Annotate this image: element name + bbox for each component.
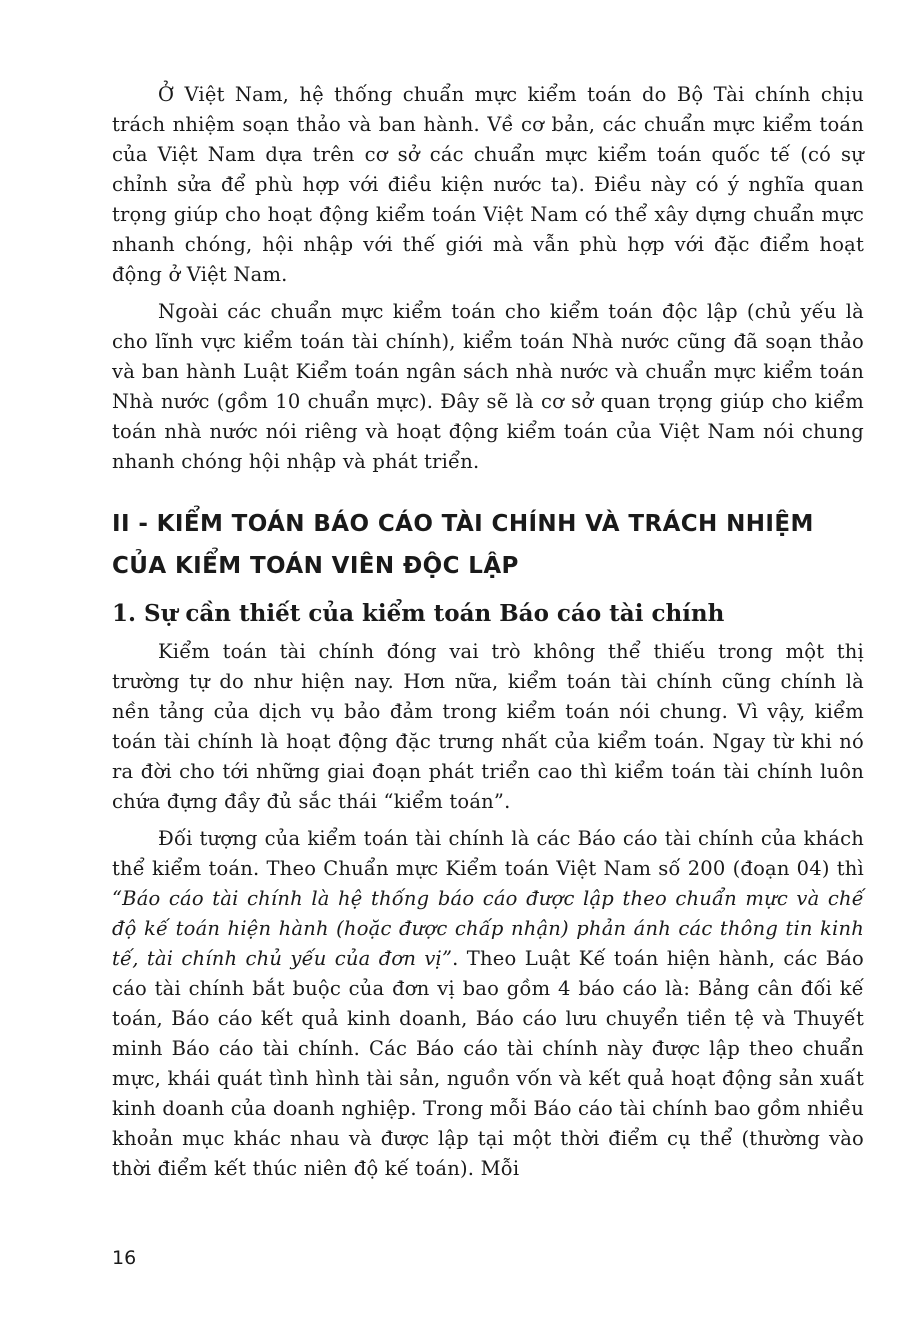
section-heading: II - KIỂM TOÁN BÁO CÁO TÀI CHÍNH VÀ TRÁCH NHIỆM CỦA KIỂM TOÁN VIÊN ĐỘC LẬP xyxy=(112,511,814,579)
paragraph-4-before-quote: Đối tượng của kiểm toán tài chính là các Báo cáo tài chính của khách thể kiểm toán. Theo Chuẩn mực Kiểm toán Việt Nam số 200 (đoạn 04) thì xyxy=(112,827,864,880)
paragraph-4-after-quote: . Theo Luật Kế toán hiện hành, các Báo cáo tài chính bắt buộc của đơn vị bao gồm 4 báo cáo là: Bảng cân đối kế toán, Báo cáo kết quả kinh doanh, Báo cáo lưu chuyển tiền tệ và Thuyết minh Báo cáo tài chính. Các Báo cáo tài chính này được lập theo chuẩn mực, khái quát tình hình tài sản, nguồn vốn và kết quả hoạt động sản xuất kinh doanh của doanh nghiệp. Trong mỗi Báo cáo tài chính bao gồm nhiều khoản mục khác nhau và được lập tại một thời điểm cụ thể (thường vào thời điểm kết thúc niên độ kế toán). Mỗi xyxy=(112,947,864,1180)
page-number: 16 xyxy=(112,1247,137,1269)
paragraph-4 xyxy=(112,824,864,1184)
paragraph-intro-2: Ngoài các chuẩn mực kiểm toán cho kiểm toán độc lập (chủ yếu là cho lĩnh vực kiểm toán tài chính), kiểm toán Nhà nước cũng đã soạn thảo và ban hành Luật Kiểm toán ngân sách nhà nước và chuẩn mực kiểm toán Nhà nước (gồm 10 chuẩn mực). Đây sẽ là cơ sở quan trọng giúp cho kiểm toán nhà nước nói riêng và hoạt động kiểm toán của Việt Nam nói chung nhanh chóng hội nhập và phát triển. xyxy=(112,300,864,473)
sub-heading: 1. Sự cần thiết của kiểm toán Báo cáo tài chính xyxy=(112,600,725,627)
paragraph-4-quote: “Báo cáo tài chính là hệ thống báo cáo được lập theo chuẩn mực và chế độ kế toán hiện hành (hoặc được chấp nhận) phản ánh các thông tin kinh tế, tài chính chủ yếu của đơn vị” xyxy=(112,887,864,970)
page-content xyxy=(112,80,864,1191)
paragraph-3: Kiểm toán tài chính đóng vai trò không thể thiếu trong một thị trường tự do như hiện nay. Hơn nữa, kiểm toán tài chính cũng chính là nền tảng của dịch vụ bảo đảm trong kiểm toán nói chung. Vì vậy, kiểm toán tài chính là hoạt động đặc trưng nhất của kiểm toán. Ngay từ khi nó ra đời cho tới những giai đoạn phát triển cao thì kiểm toán tài chính luôn chứa đựng đầy đủ sắc thái “kiểm toán”. xyxy=(112,640,864,813)
paragraph-intro-1: Ở Việt Nam, hệ thống chuẩn mực kiểm toán do Bộ Tài chính chịu trách nhiệm soạn thảo và ban hành. Về cơ bản, các chuẩn mực kiểm toán của Việt Nam dựa trên cơ sở các chuẩn mực kiểm toán quốc tế (có sự chỉnh sửa để phù hợp với điều kiện nước ta). Điều này có ý nghĩa quan trọng giúp cho hoạt động kiểm toán Việt Nam có thể xây dựng chuẩn mực nhanh chóng, hội nhập với thế giới mà vẫn phù hợp với đặc điểm hoạt động ở Việt Nam. xyxy=(112,83,864,286)
